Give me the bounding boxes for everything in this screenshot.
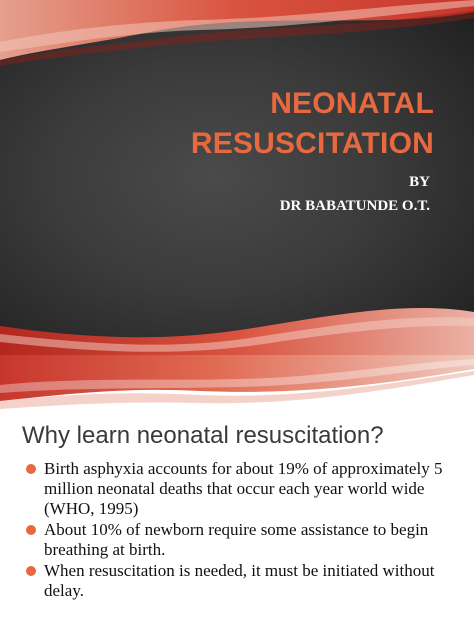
bullet-icon <box>26 566 36 576</box>
bullet-list <box>22 459 462 602</box>
presentation-title <box>191 84 434 164</box>
author-name: DR BABATUNDE O.T. <box>279 198 430 214</box>
by-label: BY <box>409 174 430 190</box>
list-item <box>22 561 462 601</box>
slide-heading: Why learn neonatal resuscitation? <box>22 422 384 449</box>
content-slide <box>0 355 474 632</box>
list-item <box>22 520 462 560</box>
bullet-text: About 10% of newborn require some assistance to begin breathing at birth. <box>44 520 429 559</box>
bullet-text: When resuscitation is needed, it must be initiated without delay. <box>44 561 435 600</box>
decorative-swoosh <box>0 355 474 415</box>
bullet-icon <box>26 525 36 535</box>
list-item <box>22 459 462 519</box>
title-line-2: RESUSCITATION <box>190 127 434 160</box>
bullet-text: Birth asphyxia accounts for about 19% of approximately 5 million neonatal deaths that occur each year world wide (WHO, 1995) <box>44 459 443 518</box>
bullet-icon <box>26 464 36 474</box>
title-line-1: NEONATAL <box>270 87 434 120</box>
